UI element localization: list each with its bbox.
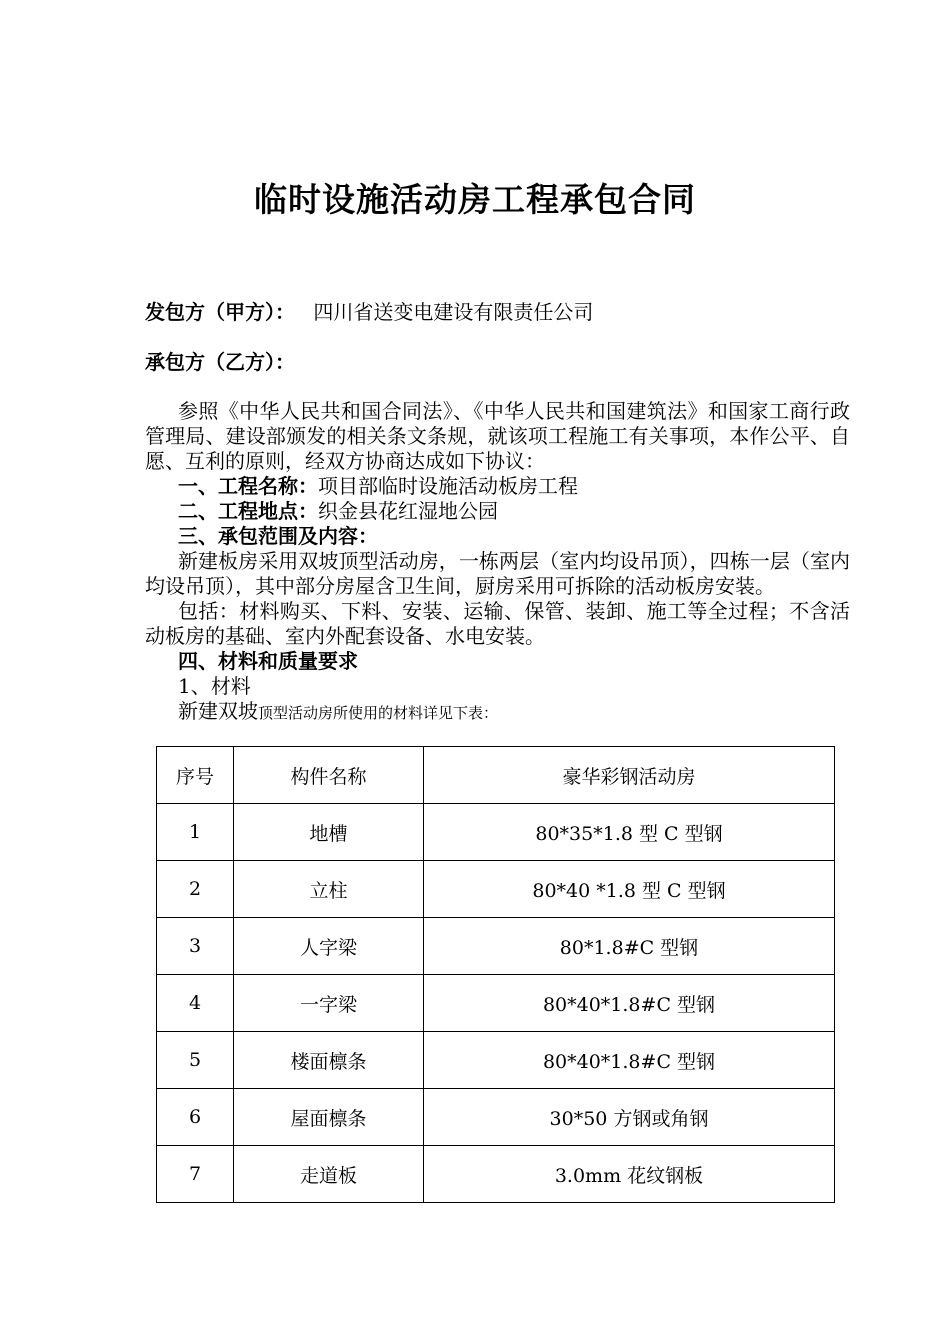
section-materials-label: 四、材料和质量要求 (178, 649, 358, 673)
table-header-row (157, 747, 835, 804)
table-cell: 80*1.8#C 型钢 (424, 918, 835, 975)
table-cell: 5 (157, 1032, 234, 1089)
table-cell: 一字梁 (234, 975, 424, 1032)
section-project-location (145, 499, 850, 524)
contract-body (145, 399, 850, 726)
materials-note-large: 新建双坡 (178, 699, 258, 723)
table-row (157, 804, 835, 861)
scope-paragraph-1: 新建板房采用双坡顶型活动房，一栋两层（室内均设吊顶），四栋一层（室内均设吊顶），其中部分房屋含卫生间，厨房采用可拆除的活动板房安装。 (145, 549, 850, 598)
section-project-name-label: 一、工程名称： (178, 474, 318, 498)
party-a-line (145, 299, 593, 325)
table-cell: 3 (157, 918, 234, 975)
table-cell: 30*50 方钢或角钢 (424, 1089, 835, 1146)
party-a-label: 发包方（甲方）： (145, 300, 295, 324)
section-project-location-label: 二、工程地点： (178, 499, 318, 523)
table-cell: 楼面檩条 (234, 1032, 424, 1089)
table-cell: 80*35*1.8 型 C 型钢 (424, 804, 835, 861)
intro-paragraph: 参照《中华人民共和国合同法》、《中华人民共和国建筑法》和国家工商行政管理局、建设部颁发的相关条文条规，就该项工程施工有关事项，本作公平、自愿、互利的原则，经双方协商达成如下协议： (145, 399, 850, 473)
table-cell: 7 (157, 1146, 234, 1203)
table-cell: 80*40*1.8#C 型钢 (424, 1032, 835, 1089)
table-row (157, 861, 835, 918)
table-row (157, 1146, 835, 1203)
table-cell: 立柱 (234, 861, 424, 918)
table-cell: 80*40*1.8#C 型钢 (424, 975, 835, 1032)
table-cell: 4 (157, 975, 234, 1032)
table-cell: 6 (157, 1089, 234, 1146)
table-row (157, 918, 835, 975)
table-cell: 人字梁 (234, 918, 424, 975)
section-project-name-value: 项目部临时设施活动板房工程 (318, 474, 578, 498)
header-cell: 序号 (157, 747, 234, 804)
table-cell: 屋面檩条 (234, 1089, 424, 1146)
table-cell: 80*40 *1.8 型 C 型钢 (424, 861, 835, 918)
table-cell: 3.0mm 花纹钢板 (424, 1146, 835, 1203)
header-cell: 豪华彩钢活动房 (424, 747, 835, 804)
table-cell: 地槽 (234, 804, 424, 861)
section-project-name (145, 474, 850, 499)
party-a-value: 四川省送变电建设有限责任公司 (313, 300, 594, 324)
party-b-label: 承包方（乙方）： (145, 350, 295, 374)
section-scope (145, 524, 850, 549)
table-row (157, 975, 835, 1032)
table-cell: 2 (157, 861, 234, 918)
table-row (157, 1032, 835, 1089)
party-b-line (145, 349, 295, 375)
materials-note (145, 699, 850, 726)
contract-title: 临时设施活动房工程承包合同 (254, 180, 696, 219)
materials-subheading: 1、材料 (178, 674, 251, 698)
header-cell: 构件名称 (234, 747, 424, 804)
table-cell: 1 (157, 804, 234, 861)
section-scope-label: 三、承包范围及内容： (178, 524, 378, 548)
materials-note-small: 顶型活动房所使用的材料详见下表： (258, 704, 499, 722)
table-row (157, 1089, 835, 1146)
section-project-location-value: 织金县花红湿地公园 (318, 499, 498, 523)
table-cell: 走道板 (234, 1146, 424, 1203)
materials-table (156, 746, 835, 1203)
section-materials (145, 649, 850, 674)
scope-paragraph-2: 包括：材料购买、下料、安装、运输、保管、装卸、施工等全过程；不含活动板房的基础、室内外配套设备、水电安装。 (145, 599, 850, 648)
